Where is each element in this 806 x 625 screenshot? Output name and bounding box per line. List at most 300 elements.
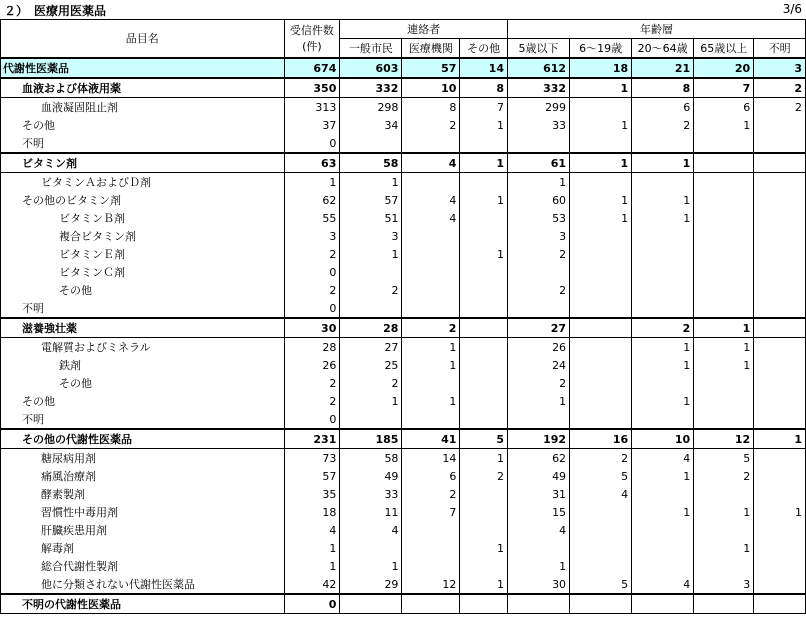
row-label: ビタミン剤 [1, 153, 285, 173]
row-label: 代謝性医薬品 [1, 58, 285, 78]
row-label: 総合代謝性製剤 [1, 557, 285, 575]
cell-value [402, 173, 460, 192]
cell-value [754, 299, 806, 318]
section-title: ２） 医療用医薬品 [4, 4, 107, 18]
cell-value: 2 [340, 374, 402, 392]
cell-value [754, 557, 806, 575]
cell-value: 299 [507, 98, 569, 117]
cell-value [694, 134, 754, 153]
cell-value [570, 338, 632, 357]
table-row [1, 429, 806, 449]
cell-value [632, 299, 694, 318]
cell-value [632, 485, 694, 503]
cell-value: 18 [284, 503, 340, 521]
row-label: ビタミンＡおよびＤ剤 [1, 173, 285, 192]
row-label: 複合ビタミン剤 [1, 227, 285, 245]
cell-value: 37 [284, 116, 340, 134]
cell-value [694, 374, 754, 392]
cell-value [694, 392, 754, 410]
cell-value [754, 318, 806, 338]
cell-value: 4 [632, 575, 694, 594]
cell-value: 35 [284, 485, 340, 503]
cell-value [694, 521, 754, 539]
page-header [0, 0, 806, 19]
row-label: その他 [1, 281, 285, 299]
cell-value: 2 [402, 318, 460, 338]
cell-value [402, 245, 460, 263]
cell-value [570, 227, 632, 245]
cell-value [754, 594, 806, 614]
table-row [1, 191, 806, 209]
cell-value: 2 [402, 485, 460, 503]
table-row [1, 299, 806, 318]
table-row [1, 594, 806, 614]
cell-value: 2 [507, 374, 569, 392]
cell-value: 7 [402, 503, 460, 521]
cell-value: 1 [460, 449, 508, 468]
cell-value: 10 [632, 429, 694, 449]
cell-value: 27 [507, 318, 569, 338]
cell-value [460, 263, 508, 281]
cell-value [460, 209, 508, 227]
cell-value: 62 [284, 191, 340, 209]
row-label: 解毒剤 [1, 539, 285, 557]
cell-value: 1 [694, 116, 754, 134]
cell-value: 33 [507, 116, 569, 134]
header-sub: 医療機関 [402, 39, 460, 59]
row-label: ビタミンＢ剤 [1, 209, 285, 227]
cell-value [460, 410, 508, 429]
cell-value: 0 [284, 299, 340, 318]
cell-value: 1 [632, 153, 694, 173]
cell-value [570, 503, 632, 521]
table-row [1, 374, 806, 392]
table-row [1, 227, 806, 245]
cell-value [754, 449, 806, 468]
cell-value [694, 209, 754, 227]
cell-value [694, 263, 754, 281]
cell-value [460, 318, 508, 338]
cell-value [570, 557, 632, 575]
cell-value [460, 521, 508, 539]
cell-value: 49 [340, 467, 402, 485]
cell-value: 24 [507, 356, 569, 374]
cell-value: 4 [632, 449, 694, 468]
cell-value [570, 173, 632, 192]
header-sub: 6～19歳 [570, 39, 632, 59]
cell-value: 41 [402, 429, 460, 449]
cell-value: 0 [284, 594, 340, 614]
cell-value [402, 521, 460, 539]
cell-value [460, 173, 508, 192]
table-row [1, 521, 806, 539]
cell-value: 25 [340, 356, 402, 374]
cell-value [460, 392, 508, 410]
header-sub: 65歳以上 [694, 39, 754, 59]
cell-value [754, 281, 806, 299]
cell-value: 2 [284, 392, 340, 410]
row-label: 電解質およびミネラル [1, 338, 285, 357]
table-row [1, 503, 806, 521]
cell-value: 2 [507, 281, 569, 299]
cell-value: 1 [460, 575, 508, 594]
cell-value [754, 485, 806, 503]
table-row [1, 173, 806, 192]
cell-value: 1 [570, 153, 632, 173]
cell-value: 0 [284, 410, 340, 429]
table-row [1, 58, 806, 78]
cell-value: 2 [694, 467, 754, 485]
cell-value: 14 [460, 58, 508, 78]
cell-value: 16 [570, 429, 632, 449]
cell-value: 6 [402, 467, 460, 485]
row-label: 痛風治療剤 [1, 467, 285, 485]
cell-value [570, 318, 632, 338]
cell-value: 1 [460, 539, 508, 557]
cell-value: 1 [694, 338, 754, 357]
cell-value: 1 [507, 557, 569, 575]
cell-value [632, 557, 694, 575]
row-label: その他のビタミン剤 [1, 191, 285, 209]
table-row [1, 485, 806, 503]
cell-value [694, 227, 754, 245]
cell-value: 30 [507, 575, 569, 594]
cell-value [694, 281, 754, 299]
cell-value: 4 [402, 191, 460, 209]
cell-value: 185 [340, 429, 402, 449]
cell-value [694, 485, 754, 503]
header-sub: 不明 [754, 39, 806, 59]
table-row [1, 557, 806, 575]
row-label: 肝臓疾患用剤 [1, 521, 285, 539]
table-row [1, 263, 806, 281]
cell-value [570, 134, 632, 153]
cell-value: 12 [694, 429, 754, 449]
cell-value: 1 [632, 503, 694, 521]
header-sub: その他 [460, 39, 508, 59]
cell-value [632, 173, 694, 192]
cell-value [570, 263, 632, 281]
cell-value: 1 [694, 318, 754, 338]
cell-value [694, 594, 754, 614]
cell-value [632, 263, 694, 281]
cell-value [507, 299, 569, 318]
cell-value: 28 [340, 318, 402, 338]
cell-value [694, 191, 754, 209]
cell-value [507, 539, 569, 557]
cell-value: 298 [340, 98, 402, 117]
cell-value: 1 [754, 503, 806, 521]
cell-value: 5 [694, 449, 754, 468]
cell-value: 60 [507, 191, 569, 209]
table-row [1, 98, 806, 117]
cell-value [754, 153, 806, 173]
cell-value: 1 [507, 173, 569, 192]
cell-value: 7 [460, 98, 508, 117]
cell-value: 1 [460, 153, 508, 173]
cell-value: 6 [694, 98, 754, 117]
cell-value: 1 [632, 191, 694, 209]
cell-value [460, 503, 508, 521]
cell-value [754, 116, 806, 134]
cell-value: 1 [570, 78, 632, 98]
cell-value: 2 [754, 98, 806, 117]
table-row [1, 410, 806, 429]
cell-value [460, 356, 508, 374]
cell-value: 3 [754, 58, 806, 78]
cell-value: 1 [632, 467, 694, 485]
header-age: 年齢層 [507, 20, 805, 39]
cell-value [754, 191, 806, 209]
cell-value [632, 245, 694, 263]
cell-value: 674 [284, 58, 340, 78]
cell-value [570, 521, 632, 539]
cell-value [507, 594, 569, 614]
cell-value [570, 410, 632, 429]
cell-value [754, 575, 806, 594]
cell-value: 55 [284, 209, 340, 227]
cell-value: 3 [340, 227, 402, 245]
cell-value [460, 338, 508, 357]
cell-value: 1 [340, 245, 402, 263]
table-row [1, 338, 806, 357]
cell-value [460, 281, 508, 299]
table-row [1, 467, 806, 485]
cell-value: 332 [507, 78, 569, 98]
statistics-table [0, 19, 806, 614]
row-label: ビタミンＥ剤 [1, 245, 285, 263]
cell-value [507, 410, 569, 429]
cell-value: 1 [632, 392, 694, 410]
cell-value: 1 [402, 338, 460, 357]
cell-value [754, 392, 806, 410]
cell-value: 1 [694, 503, 754, 521]
row-label: 不明 [1, 410, 285, 429]
cell-value: 30 [284, 318, 340, 338]
cell-value: 29 [340, 575, 402, 594]
cell-value: 2 [284, 374, 340, 392]
cell-value: 5 [570, 467, 632, 485]
cell-value [632, 374, 694, 392]
cell-value [754, 173, 806, 192]
cell-value: 2 [507, 245, 569, 263]
cell-value: 1 [632, 356, 694, 374]
cell-value [460, 594, 508, 614]
cell-value: 28 [284, 338, 340, 357]
row-label: 不明の代謝性医薬品 [1, 594, 285, 614]
cell-value: 8 [460, 78, 508, 98]
cell-value [402, 281, 460, 299]
cell-value [754, 467, 806, 485]
table-row [1, 392, 806, 410]
cell-value [754, 356, 806, 374]
cell-value [632, 539, 694, 557]
cell-value [402, 134, 460, 153]
cell-value: 1 [340, 557, 402, 575]
cell-value: 1 [460, 116, 508, 134]
cell-value [402, 594, 460, 614]
cell-value: 332 [340, 78, 402, 98]
cell-value: 2 [340, 281, 402, 299]
cell-value: 11 [340, 503, 402, 521]
cell-value: 57 [284, 467, 340, 485]
cell-value [402, 557, 460, 575]
cell-value: 58 [340, 449, 402, 468]
cell-value [570, 98, 632, 117]
cell-value [402, 539, 460, 557]
cell-value: 4 [570, 485, 632, 503]
cell-value: 33 [340, 485, 402, 503]
cell-value: 1 [284, 173, 340, 192]
row-label: 不明 [1, 134, 285, 153]
cell-value [340, 594, 402, 614]
cell-value [340, 134, 402, 153]
cell-value: 4 [402, 153, 460, 173]
cell-value: 26 [284, 356, 340, 374]
cell-value [460, 374, 508, 392]
cell-value: 10 [402, 78, 460, 98]
cell-value [570, 374, 632, 392]
cell-value: 4 [402, 209, 460, 227]
cell-value: 42 [284, 575, 340, 594]
cell-value [694, 153, 754, 173]
cell-value [570, 594, 632, 614]
cell-value: 1 [570, 116, 632, 134]
cell-value [632, 594, 694, 614]
cell-value: 1 [632, 209, 694, 227]
header-contact: 連絡者 [340, 20, 508, 39]
cell-value [507, 134, 569, 153]
table-row [1, 116, 806, 134]
cell-value: 350 [284, 78, 340, 98]
cell-value: 8 [632, 78, 694, 98]
cell-value: 1 [284, 557, 340, 575]
cell-value [460, 134, 508, 153]
cell-value: 1 [570, 209, 632, 227]
cell-value: 7 [694, 78, 754, 98]
cell-value [402, 410, 460, 429]
cell-value [340, 539, 402, 557]
cell-value: 4 [284, 521, 340, 539]
table-row [1, 356, 806, 374]
cell-value [754, 134, 806, 153]
table-row [1, 78, 806, 98]
table-row [1, 209, 806, 227]
header-item-name: 品目名 [1, 20, 285, 59]
table-row [1, 245, 806, 263]
cell-value: 5 [460, 429, 508, 449]
cell-value: 53 [507, 209, 569, 227]
cell-value: 57 [402, 58, 460, 78]
cell-value: 61 [507, 153, 569, 173]
cell-value: 603 [340, 58, 402, 78]
cell-value: 1 [460, 245, 508, 263]
cell-value [694, 299, 754, 318]
cell-value: 3 [507, 227, 569, 245]
cell-value [754, 539, 806, 557]
table-row [1, 281, 806, 299]
cell-value: 20 [694, 58, 754, 78]
cell-value: 1 [507, 392, 569, 410]
cell-value [402, 374, 460, 392]
row-label: 鉄剤 [1, 356, 285, 374]
cell-value [754, 521, 806, 539]
row-label: その他 [1, 116, 285, 134]
cell-value [570, 539, 632, 557]
row-label: 不明 [1, 299, 285, 318]
cell-value: 18 [570, 58, 632, 78]
cell-value: 2 [754, 78, 806, 98]
header-sub: 一般市民 [340, 39, 402, 59]
cell-value: 1 [340, 173, 402, 192]
cell-value: 2 [284, 245, 340, 263]
cell-value [754, 227, 806, 245]
cell-value [340, 299, 402, 318]
cell-value: 3 [694, 575, 754, 594]
table-row [1, 575, 806, 594]
cell-value [460, 299, 508, 318]
row-label: 習慣性中毒用剤 [1, 503, 285, 521]
cell-value: 2 [402, 116, 460, 134]
cell-value [632, 227, 694, 245]
row-label: 滋養強壮薬 [1, 318, 285, 338]
row-label: 酵素製剤 [1, 485, 285, 503]
cell-value: 2 [284, 281, 340, 299]
row-label: その他 [1, 392, 285, 410]
cell-value: 4 [507, 521, 569, 539]
page-number: 3/6 [782, 2, 802, 16]
cell-value: 5 [570, 575, 632, 594]
cell-value [570, 245, 632, 263]
cell-value: 1 [694, 356, 754, 374]
cell-value: 57 [340, 191, 402, 209]
table-row [1, 318, 806, 338]
cell-value [632, 521, 694, 539]
cell-value: 4 [340, 521, 402, 539]
cell-value: 0 [284, 134, 340, 153]
table-row [1, 539, 806, 557]
cell-value [632, 281, 694, 299]
header-sub: 20～64歳 [632, 39, 694, 59]
cell-value: 1 [340, 392, 402, 410]
row-label: 他に分類されない代謝性医薬品 [1, 575, 285, 594]
cell-value: 49 [507, 467, 569, 485]
cell-value: 1 [570, 191, 632, 209]
cell-value: 1 [402, 392, 460, 410]
cell-value: 15 [507, 503, 569, 521]
cell-value: 1 [754, 429, 806, 449]
row-label: その他の代謝性医薬品 [1, 429, 285, 449]
cell-value [632, 410, 694, 429]
cell-value: 73 [284, 449, 340, 468]
cell-value: 1 [460, 191, 508, 209]
cell-value [402, 299, 460, 318]
cell-value [570, 299, 632, 318]
cell-value [402, 227, 460, 245]
cell-value: 3 [284, 227, 340, 245]
header-received: 受信件数 (件) [284, 20, 340, 59]
cell-value [402, 263, 460, 281]
row-label: 血液凝固阻止剤 [1, 98, 285, 117]
cell-value: 231 [284, 429, 340, 449]
cell-value: 6 [632, 98, 694, 117]
cell-value [754, 209, 806, 227]
cell-value [632, 134, 694, 153]
table-row [1, 449, 806, 468]
cell-value: 2 [460, 467, 508, 485]
cell-value: 31 [507, 485, 569, 503]
cell-value: 1 [402, 356, 460, 374]
